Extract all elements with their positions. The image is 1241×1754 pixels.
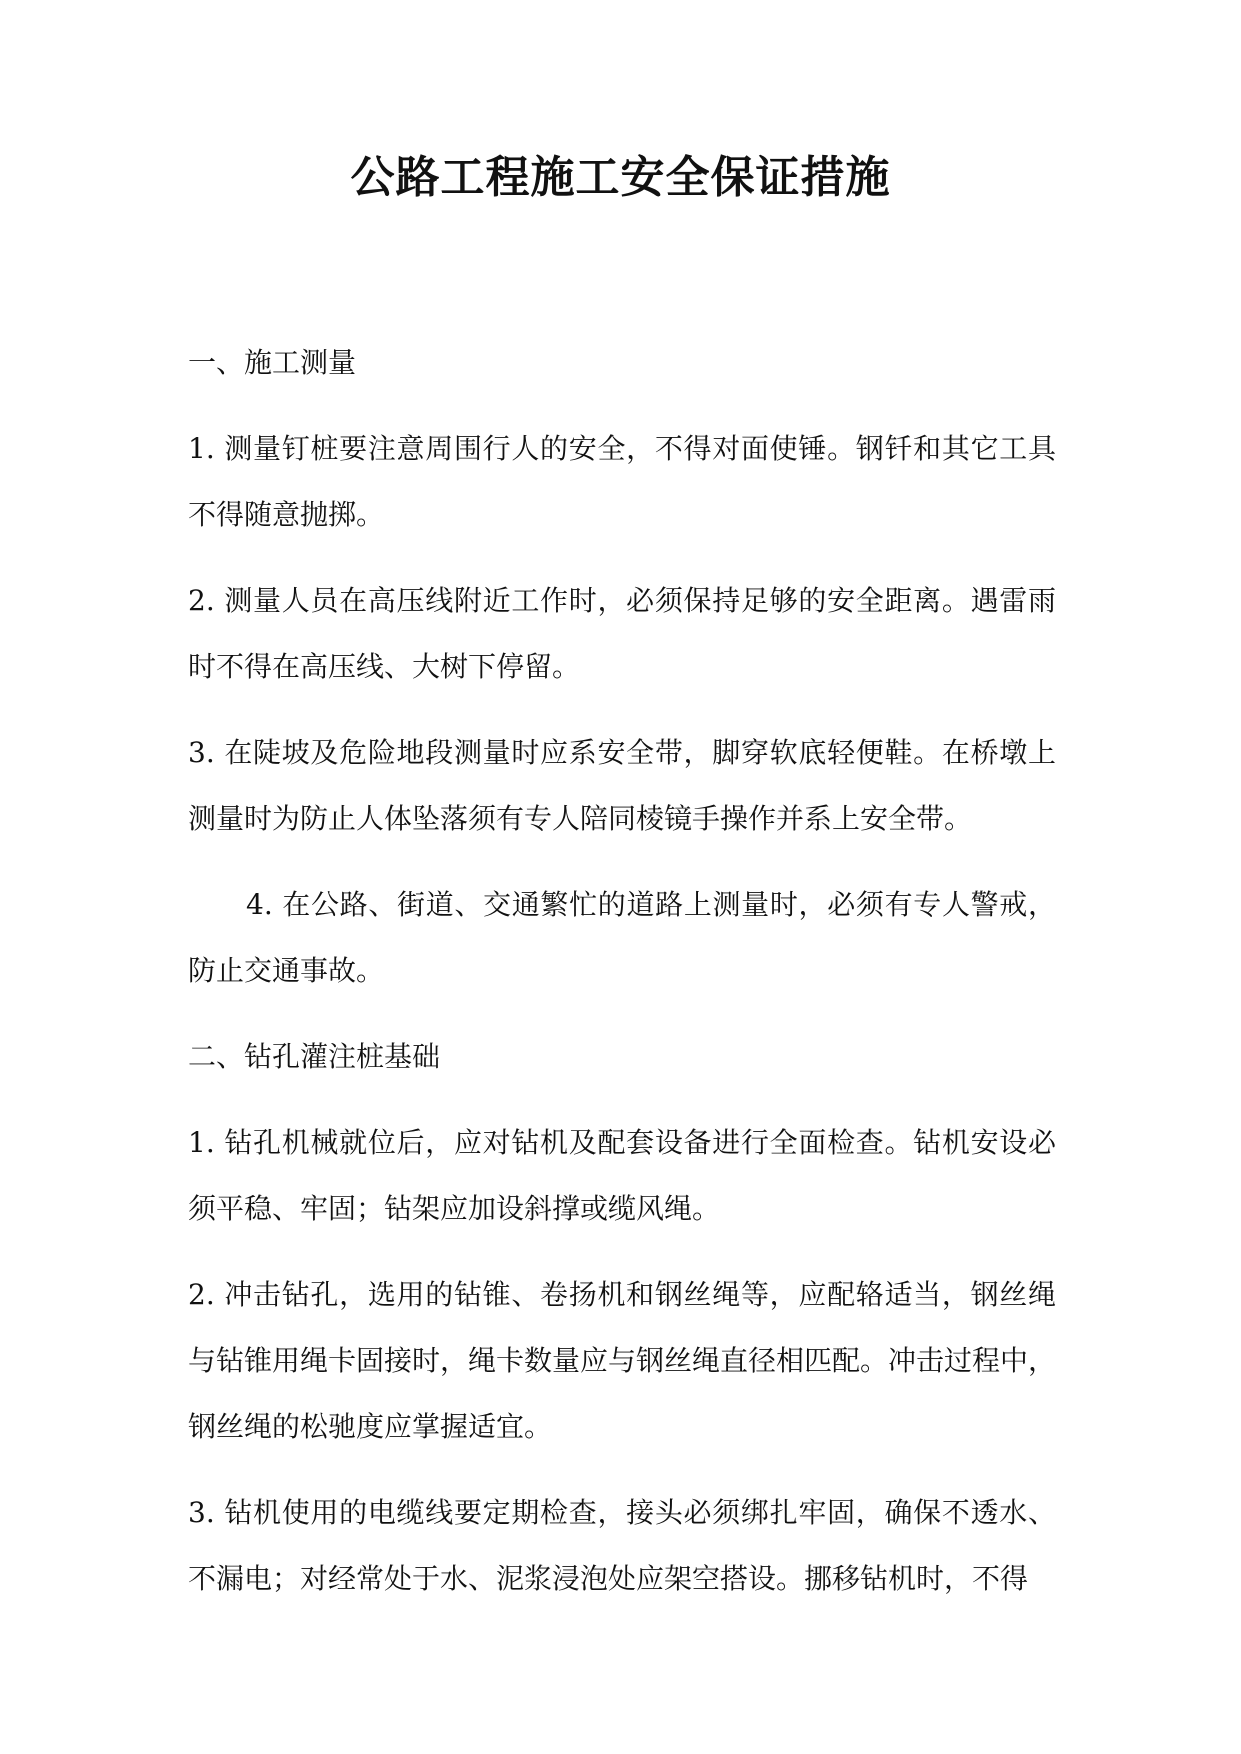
bored-pile-item-1: 1. 钻孔机械就位后，应对钻机及配套设备进行全面检查。钻机安设必须平稳、牢固；钻架应加设斜撑或缆风绳。	[188, 1126, 1056, 1225]
survey-item-3: 3. 在陡坡及危险地段测量时应系安全带，脚穿软底轻便鞋。在桥墩上测量时为防止人体坠落须有专人陪同棱镜手操作并系上安全带。	[188, 736, 1056, 835]
survey-item-1: 1. 测量钉桩要注意周围行人的安全，不得对面使锤。钢钎和其它工具不得随意抛掷。	[188, 432, 1056, 531]
bored-pile-item-3: 3. 钻机使用的电缆线要定期检查，接头必须绑扎牢固，确保不透水、不漏电；对经常处于水、泥浆浸泡处应架空搭设。挪移钻机时，不得	[188, 1496, 1056, 1595]
section-heading-survey: 一、施工测量	[188, 346, 357, 379]
section-heading-bored-pile: 二、钻孔灌注桩基础	[188, 1040, 441, 1073]
bored-pile-item-2: 2. 冲击钻孔，选用的钻锥、卷扬机和钢丝绳等，应配辂适当，钢丝绳与钻锥用绳卡固接时，绳卡数量应与钢丝绳直径相匹配。冲击过程中，钢丝绳的松驰度应掌握适宜。	[188, 1278, 1057, 1443]
survey-item-2: 2. 测量人员在高压线附近工作时，必须保持足够的安全距离。遇雷雨时不得在高压线、大树下停留。	[188, 584, 1056, 683]
document-title: 公路工程施工安全保证措施	[350, 152, 891, 203]
document-body	[188, 330, 1056, 1632]
survey-item-4: 4. 在公路、街道、交通繁忙的道路上测量时，必须有专人警戒，防止交通事故。	[188, 888, 1056, 987]
